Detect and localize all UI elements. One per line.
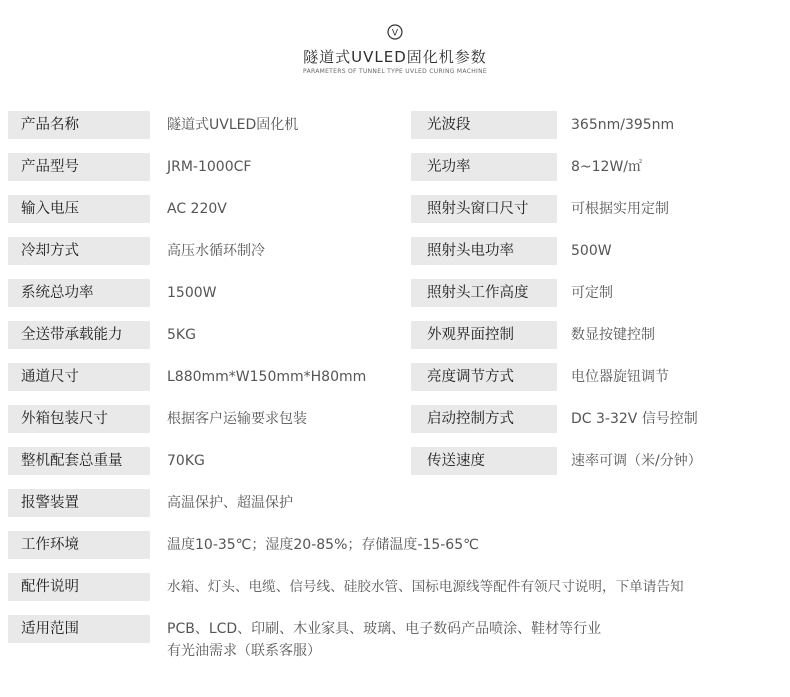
spec-label: 亮度调节方式	[411, 363, 557, 391]
spec-value: L880mm*W150mm*H80mm	[167, 369, 367, 385]
spec-row	[0, 363, 790, 391]
spec-value: 70KG	[167, 453, 205, 469]
spec-label: 启动控制方式	[411, 405, 557, 433]
page-subtitle: PARAMETERS OF TUNNEL TYPE UVLED CURING MACHINE	[303, 68, 487, 75]
spec-value: 高温保护、超温保护	[167, 495, 293, 511]
spec-label: 产品名称	[8, 111, 150, 139]
spec-label: 外观界面控制	[411, 321, 557, 349]
spec-value: DC 3-32V 信号控制	[571, 411, 698, 427]
brand-logo-icon	[387, 24, 403, 40]
spec-value: 隧道式UVLED固化机	[167, 117, 299, 133]
spec-value-line: 有光油需求（联系客服）	[167, 643, 321, 659]
spec-label: 光波段	[411, 111, 557, 139]
spec-label: 传送速度	[411, 447, 557, 475]
spec-value: 5KG	[167, 327, 196, 343]
spec-label: 通道尺寸	[8, 363, 150, 391]
svg-text:V: V	[391, 28, 399, 39]
spec-row-wide	[0, 573, 790, 601]
spec-value: 500W	[571, 243, 612, 259]
spec-value: 365nm/395nm	[571, 117, 675, 133]
spec-label: 输入电压	[8, 195, 150, 223]
spec-row-multiline	[0, 615, 790, 665]
spec-value: 8~12W/㎡	[571, 159, 643, 175]
spec-row	[0, 111, 790, 139]
spec-label: 产品型号	[8, 153, 150, 181]
spec-label: 照射头窗口尺寸	[411, 195, 557, 223]
spec-row	[0, 153, 790, 181]
spec-row	[0, 237, 790, 265]
spec-label: 配件说明	[8, 573, 150, 601]
spec-value: 根据客户运输要求包装	[167, 411, 307, 427]
spec-row	[0, 195, 790, 223]
spec-label: 照射头工作高度	[411, 279, 557, 307]
spec-value-line: PCB、LCD、印刷、木业家具、玻璃、电子数码产品喷涂、鞋材等行业	[167, 621, 602, 637]
spec-value: 可根据实用定制	[571, 201, 669, 217]
spec-row	[0, 447, 790, 475]
spec-label: 整机配套总重量	[8, 447, 150, 475]
spec-value: 可定制	[571, 285, 613, 301]
spec-value: 1500W	[167, 285, 217, 301]
spec-label: 报警装置	[8, 489, 150, 517]
spec-label: 工作环境	[8, 531, 150, 559]
spec-row-wide	[0, 489, 790, 517]
spec-value: 数显按键控制	[571, 327, 655, 343]
spec-value: 高压水循环制冷	[167, 243, 265, 259]
spec-label: 系统总功率	[8, 279, 150, 307]
spec-label: 光功率	[411, 153, 557, 181]
spec-row-wide	[0, 531, 790, 559]
spec-label: 照射头电功率	[411, 237, 557, 265]
spec-label: 冷却方式	[8, 237, 150, 265]
spec-row	[0, 405, 790, 433]
spec-value: 速率可调（米/分钟）	[571, 453, 702, 469]
spec-value: 温度10-35℃；湿度20-85%；存储温度-15-65℃	[167, 537, 479, 553]
spec-value: 电位器旋钮调节	[571, 369, 669, 385]
spec-label: 外箱包装尺寸	[8, 405, 150, 433]
spec-value: JRM-1000CF	[167, 159, 252, 175]
spec-value: AC 220V	[167, 201, 227, 217]
spec-label: 适用范围	[8, 615, 150, 643]
page-header	[0, 24, 790, 76]
spec-label: 全送带承载能力	[8, 321, 150, 349]
page-title: 隧道式UVLED固化机参数	[303, 48, 487, 66]
spec-row	[0, 321, 790, 349]
spec-value-multiline	[167, 615, 687, 659]
spec-row	[0, 279, 790, 307]
spec-value: 水箱、灯头、电缆、信号线、硅胶水管、国标电源线等配件有领尺寸说明，下单请告知	[167, 579, 684, 595]
